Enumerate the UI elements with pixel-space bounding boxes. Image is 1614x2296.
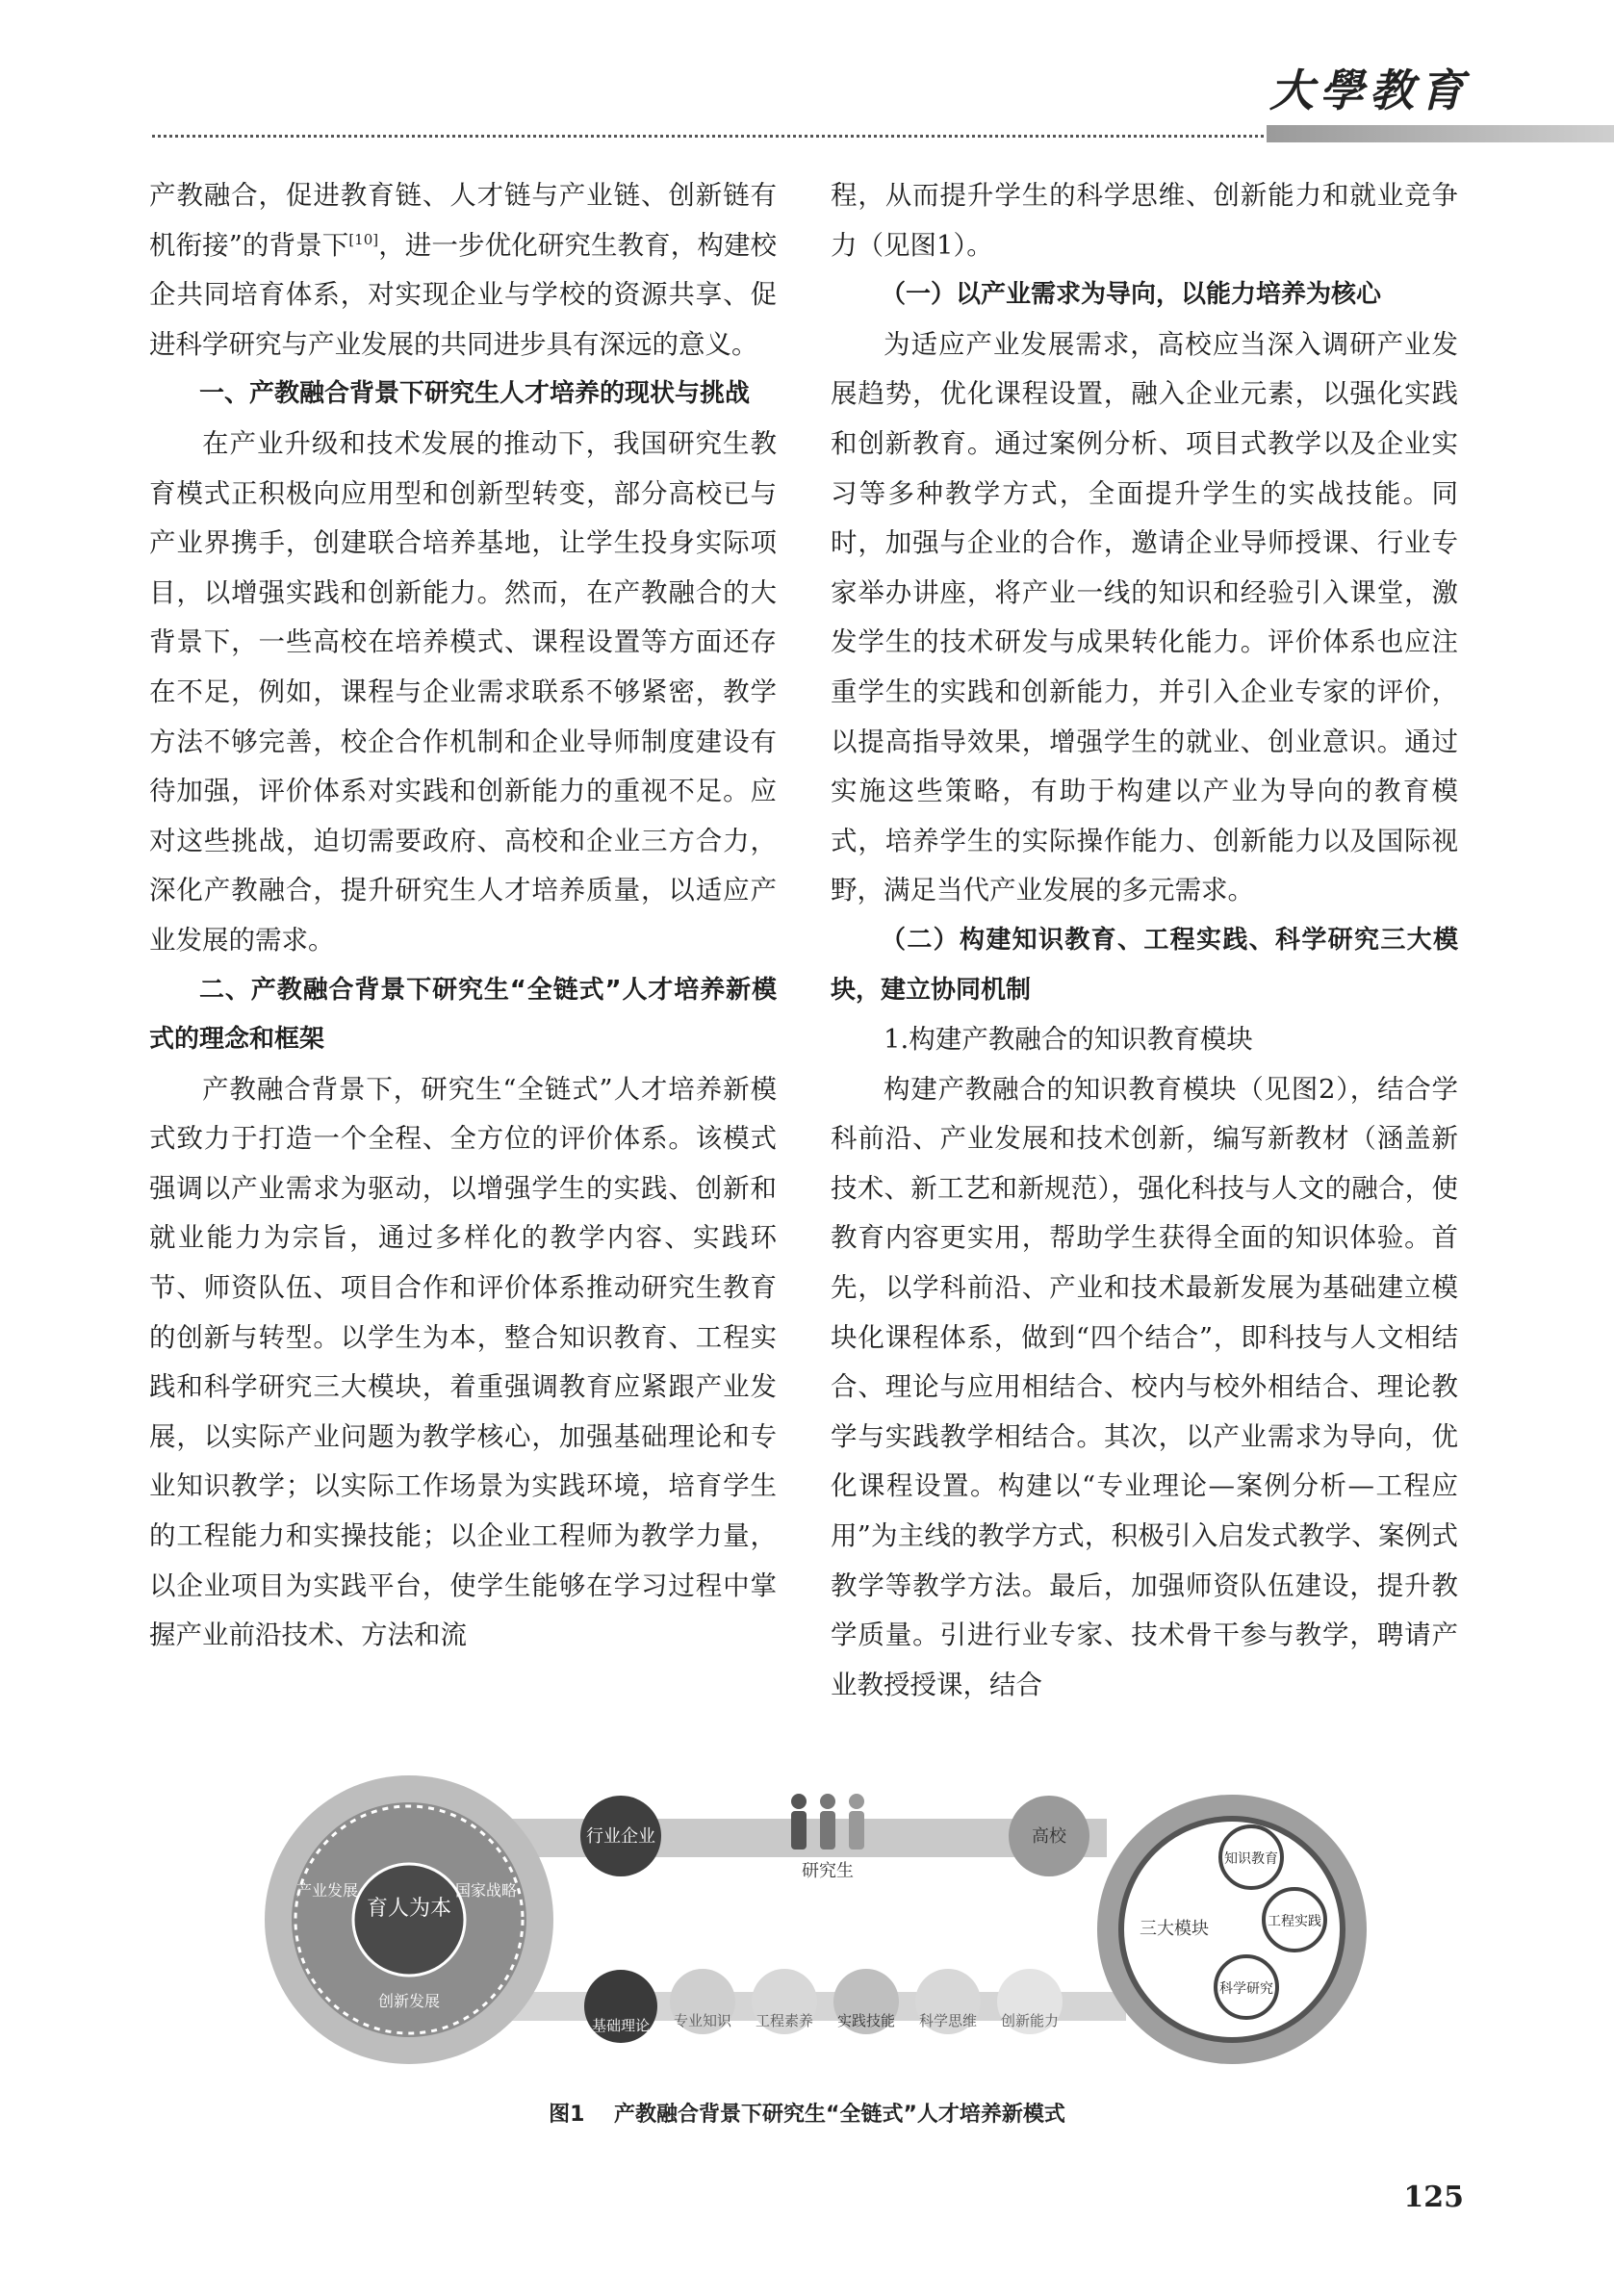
- header-divider: [152, 135, 1264, 138]
- student-label: 研究生: [802, 1861, 854, 1881]
- step-label: 实践技能: [836, 2012, 896, 2029]
- university-node-label: 高校: [1032, 1826, 1066, 1847]
- left-gear-center-label: 育人为本: [366, 1897, 452, 1921]
- numbered-heading: 1.构建产教融合的知识教育模块: [884, 1024, 1253, 1056]
- subsection-heading-1: （一）以产业需求为导向，以能力培养为核心: [881, 280, 1382, 310]
- right-gear-center-label: 三大模块: [1140, 1919, 1209, 1939]
- industry-node-label: 行业企业: [586, 1826, 655, 1847]
- subsection-heading-2: （二）构建知识教育、工程实践、科学研究三大模块，建立协同机制: [831, 925, 1458, 1005]
- left-gear-label: 国家战略: [454, 1881, 518, 1900]
- left-gear-label: 创新发展: [377, 1992, 441, 2010]
- section-heading-2: 二、产教融合背景下研究生“全链式”人才培养新模式的理念和框架: [149, 975, 777, 1055]
- figure-caption-label: 图1: [549, 2103, 585, 2127]
- step-label: 创新能力: [1000, 2012, 1060, 2029]
- student-figures-icon: [791, 1794, 864, 1850]
- left-gear-label: 产业发展: [295, 1881, 359, 1900]
- paragraph: 程，从而提升学生的科学思维、创新能力和就业竞争力（见图1）。: [831, 180, 1458, 261]
- module-engineering-label: 工程实践: [1268, 1914, 1321, 1929]
- header-bar: [1267, 125, 1614, 142]
- figure-caption-text: 产教融合背景下研究生“全链式”人才培养新模式: [614, 2103, 1065, 2127]
- step-label: 专业知识: [673, 2012, 732, 2029]
- figure-caption: [0, 2098, 1614, 2128]
- step-label: 基础理论: [591, 2017, 651, 2034]
- paragraph: 产教融合背景下，研究生“全链式”人才培养新模式致力于打造一个全程、全方位的评价体系。该模式强调以产业需求为驱动，以增强学生的实践、创新和就业能力为宗旨，通过多样化的教学内容、实践环节、师资队伍、项目合作和评价体系推动研究生教育的创新与转型。以学生为本，整合知识教育、工程实践和科学研究三大模块，着重强调教育应紧跟产业发展，以实际产业问题为教学核心，加强基础理论和专业知识教学；以实际工作场景为实践环境，培育学生的工程能力和实操技能；以企业工程师为教学力量，以企业项目为实践平台，使学生能够在学习过程中掌握产业前沿技术、方法和流: [149, 1073, 777, 1651]
- paragraph: 构建产教融合的知识教育模块（见图2），结合学科前沿、产业发展和技术创新，编写新教材（涵盖新技术、新工艺和新规范），强化科技与人文的融合，使教育内容更实用，帮助学生获得全面的知识体验。首先，以学科前沿、产业和技术最新发展为基础建立模块化课程体系，做到“四个结合”，即科技与人文相结合、理论与应用相结合、校内与校外相结合、理论教学与实践教学相结合。其次，以产业需求为导向，优化课程设置。构建以“专业理论—案例分析—工程应用”为主线的教学方式，积极引入启发式教学、案例式教学等教学方法。最后，加强师资队伍建设，提升教学质量。引进行业专家、技术骨干参与教学，聘请产业教授授课，结合: [831, 1073, 1458, 1700]
- figure-1-diagram: [260, 1732, 1386, 2079]
- left-column: [149, 171, 777, 1661]
- step-label: 科学思维: [918, 2012, 978, 2029]
- module-research-label: 科学研究: [1219, 1981, 1273, 1997]
- section-heading-1: 一、产教融合背景下研究生人才培养的现状与挑战: [199, 379, 751, 409]
- page-number: 125: [1403, 2181, 1464, 2214]
- journal-title: 大學教育: [1269, 64, 1470, 116]
- module-knowledge-label: 知识教育: [1224, 1851, 1278, 1867]
- paragraph: 在产业升级和技术发展的推动下，我国研究生教育模式正积极向应用型和创新型转变，部分高校已与产业界携手，创建联合培养基地，让学生投身实际项目，以增强实践和创新能力。然而，在产教融合的大背景下，一些高校在培养模式、课程设置等方面还存在不足，例如，课程与企业需求联系不够紧密，教学方法不够完善，校企合作机制和企业导师制度建设有待加强，评价体系对实践和创新能力的重视不足。应对这些挑战，迫切需要政府、高校和企业三方合力，深化产教融合，提升研究生人才培养质量，以适应产业发展的需求。: [149, 427, 777, 956]
- step-label: 工程素养: [755, 2012, 814, 2029]
- paragraph: 产教融合，促进教育链、人才链与产业链、创新链有机衔接”的背景下[10]，进一步优化研究生教育，构建校企共同培育体系，对实现企业与学校的资源共享、促进科学研究与产业发展的共同进步具有深远的意义。: [149, 180, 778, 360]
- paragraph: 为适应产业发展需求，高校应当深入调研产业发展趋势，优化课程设置，融入企业元素，以强化实践和创新教育。通过案例分析、项目式教学以及企业实习等多种教学方式，全面提升学生的实战技能。同时，加强与企业的合作，邀请企业导师授课、行业专家举办讲座，将产业一线的知识和经验引入课堂，激发学生的技术研发与成果转化能力。评价体系也应注重学生的实践和创新能力，并引入企业专家的评价，以提高指导效果，增强学生的就业、创业意识。通过实施这些策略，有助于构建以产业为导向的教育模式，培养学生的实际操作能力、创新能力以及国际视野，满足当代产业发展的多元需求。: [831, 328, 1458, 906]
- right-column: [831, 171, 1458, 1710]
